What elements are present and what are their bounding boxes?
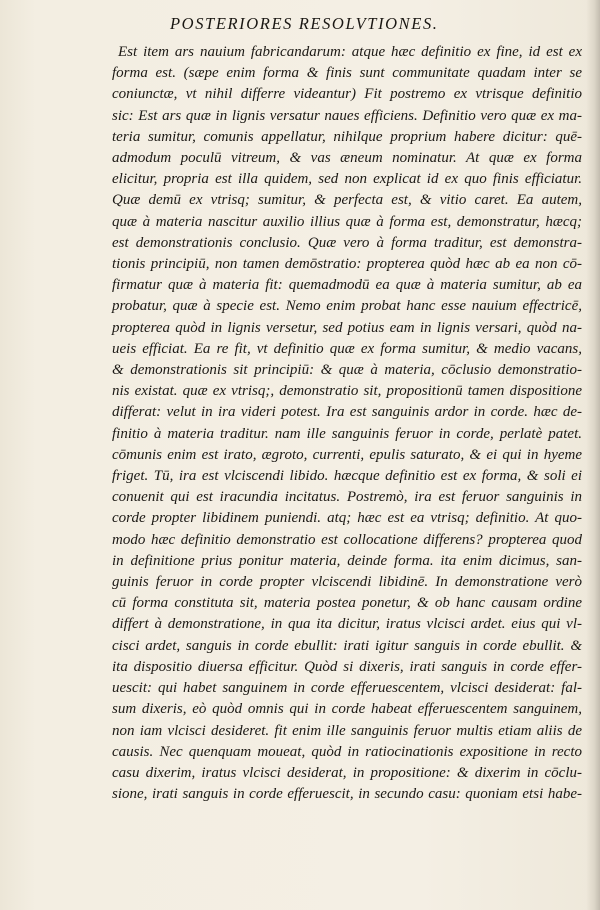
body-text bbox=[112, 42, 582, 805]
text-line: cōmunis enim est irato, ægroto, currenti, epulis saturato, & ei qui in hyeme bbox=[112, 446, 582, 463]
text-line: elicitur, propria est illa quidem, sed non explicat id ex quo finis efficiatur. bbox=[112, 171, 582, 188]
text-line: in definitione prius ponitur materia, deinde forma. ita enim dicimus, san- bbox=[112, 552, 582, 569]
text-line: differt à demonstratione, in qua ita dicitur, iratus vlcisci ardet. eius qui vl- bbox=[112, 616, 582, 633]
text-line: Est item ars nauium fabricandarum: atque hæc definitio ex fine, id est ex bbox=[118, 44, 582, 60]
text-line: sum dixeris, eò quòd omnis qui in corde habeat efferuescentem sanguinem, bbox=[112, 701, 582, 718]
text-line: Quæ demū ex vtrisq; sumitur, & perfecta est, & vitio caret. Ea autem, bbox=[112, 192, 582, 209]
text-line: uescit: qui habet sanguinem in corde efferuescentem, vlcisci desiderat: fal- bbox=[112, 680, 582, 697]
text-line: quæ à materia nascitur auxilio illius quæ à forma est, demonstratur, hæcq; bbox=[112, 213, 582, 230]
text-line: causis. Nec quenquam moueat, quòd in ratiocinationis expositione in recto bbox=[112, 743, 582, 760]
text-line: tionis principiū, non tamen demōstratio: propterea quòd hæc ab ea non cō- bbox=[112, 256, 582, 273]
text-line: corde propter libidinem puniendi. atq; hæc est ea vtrisq; definitio. At quo- bbox=[112, 510, 582, 527]
text-line: sione, irati sanguis in corde efferuescit, in secundo casu: quoniam etsi habe- bbox=[112, 786, 582, 803]
text-line: conuenit qui est iracundia incitatus. Postremò, ira est feruor sanguinis in bbox=[112, 489, 582, 506]
text-line: sic: Est ars quæ in lignis versatur naues efficiens. Definitio vero quæ ex ma- bbox=[112, 107, 582, 124]
page-edge-shadow bbox=[586, 0, 600, 910]
text-line: guinis feruor in corde propter vlciscendi libidinē. In demonstratione verò bbox=[112, 574, 582, 591]
text-line: ueis efficiat. Ea re fit, vt definitio quæ ex forma sumitur, & medio vacans, bbox=[112, 340, 582, 357]
text-line: differat: velut in ira videri potest. Ira est sanguinis ardor in corde. hæc de- bbox=[112, 404, 582, 421]
text-line: coniunctæ, vt nihil differre videantur) Fit postremo ex vtrisque definitio bbox=[112, 86, 582, 103]
text-line: firmatur quæ à materia fit: quemadmodū ea quæ à materia sumitur, ab ea bbox=[112, 277, 582, 294]
text-line: forma est. (sæpe enim forma & finis sunt communitate quadam inter se bbox=[112, 65, 582, 82]
text-line: non iam vlcisci desideret. fit enim ille sanguinis feruor multis etiam aliis de bbox=[112, 722, 582, 739]
text-line: teria sumitur, comunis appellatur, nihilque proprium habere dicitur: quē- bbox=[112, 128, 582, 145]
text-line: propterea quòd in lignis versetur, sed potius eam in lignis versari, quòd na- bbox=[112, 319, 582, 336]
text-line: cisci ardet, sanguis in corde ebullit: irati igitur sanguis in corde ebullit. & bbox=[112, 637, 582, 654]
text-line: casu dixerim, iratus vlcisci desiderat, in propositione: & dixerim in cōclu- bbox=[112, 764, 582, 781]
text-line: friget. Tū, ira est vlciscendi libido. hæcque definitio est ex forma, & soli ei bbox=[112, 468, 582, 485]
text-line: ita dispositio diuersa efficitur. Quòd si dixeris, irati sanguis in corde effer- bbox=[112, 658, 582, 675]
text-line: nis existat. quæ ex vtrisq;, demonstratio sit, propositionū tamen dispositione bbox=[112, 383, 582, 400]
text-line: est demonstrationis conclusio. Quæ vero à forma traditur, est demonstra- bbox=[112, 234, 582, 251]
text-line: modo hæc definitio demonstratio est collocatione differens? propterea quod bbox=[112, 531, 582, 548]
text-line: cū forma constituta sit, materia postea ponetur, & ob hanc causam ordine bbox=[112, 595, 582, 612]
text-line: probatur, quæ à specie est. Nemo enim probat hanc esse nauium effectricē, bbox=[112, 298, 582, 315]
text-line: admodum poculū vitreum, & vas æneum nominatur. At quæ ex forma bbox=[112, 150, 582, 167]
running-head: POSTERIORES RESOLVTIONES. bbox=[170, 14, 439, 33]
text-line: finitio à materia traditur. nam ille sanguinis feruor in corde, perlatè patet. bbox=[112, 425, 582, 442]
text-line: & demonstrationis sit principiū: & quæ à materia, cōclusio demonstratio- bbox=[112, 362, 582, 379]
